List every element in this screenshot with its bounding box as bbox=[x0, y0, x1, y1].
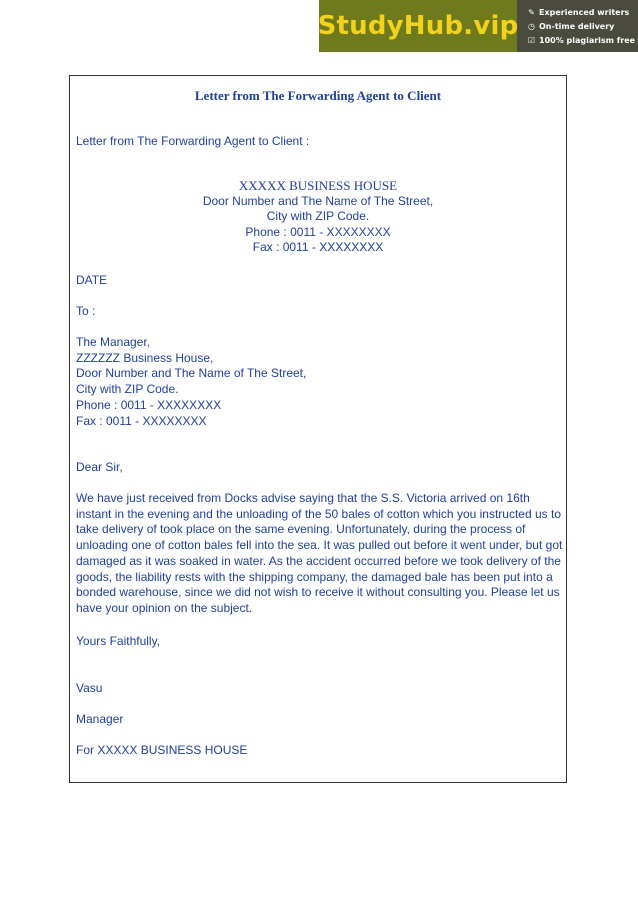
feature-label: Experienced writers bbox=[539, 7, 630, 17]
sender-phone: Phone : 0011 - XXXXXXXX bbox=[245, 224, 391, 239]
feature-item bbox=[527, 34, 638, 47]
signer-name: Vasu bbox=[76, 681, 103, 695]
feature-label: 100% plagiarism free bbox=[539, 35, 636, 45]
recipient-company: ZZZZZZ Business House, bbox=[76, 350, 214, 365]
feature-label: On-time delivery bbox=[539, 21, 615, 31]
sender-address bbox=[69, 178, 567, 256]
clock-icon: ◷ bbox=[528, 21, 535, 31]
sender-fax: Fax : 0011 - XXXXXXXX bbox=[252, 240, 384, 255]
sender-city: City with ZIP Code. bbox=[266, 209, 370, 224]
letter-intro: Letter from The Forwarding Agent to Client : bbox=[76, 134, 310, 148]
closing: Yours Faithfully, bbox=[76, 634, 161, 648]
letter-body: We have just received from Docks advise saying that the S.S. Victoria arrived on 16th instant in the evening and the unloading of the 50 bales of cotton which you instructed us to take delivery of took place on the same evening. Unfortunately, during the process of unloading one of cotton bales fell into the sea. It was pulled out before it went under, but got damaged as it was soaked in water. As the accident occurred before we took delivery of the goods, the liability rests with the shipping company, the damaged bale has been put into a bonded warehouse, since we did not wish to receive it without consulting you. Please let us have your opinion on the subject. bbox=[76, 491, 563, 615]
brand-logo-box bbox=[319, 0, 517, 52]
sender-street: Door Number and The Name of The Street, bbox=[202, 193, 434, 208]
recipient-city: City with ZIP Code. bbox=[76, 382, 179, 397]
sender-company: XXXXX BUSINESS HOUSE bbox=[238, 178, 398, 193]
signer-title: Manager bbox=[76, 712, 124, 726]
signer-company: For XXXXX BUSINESS HOUSE bbox=[76, 743, 248, 757]
pen-icon: ✎ bbox=[528, 7, 535, 17]
salutation: Dear Sir, bbox=[76, 460, 123, 474]
watermark-banner bbox=[319, 0, 638, 52]
brand-logo: StudyHub.vip bbox=[317, 11, 519, 41]
recipient-street: Door Number and The Name of The Street, bbox=[76, 366, 307, 381]
feature-list bbox=[517, 6, 638, 47]
letter-title: Letter from The Forwarding Agent to Client bbox=[194, 88, 442, 103]
recipient-title: The Manager, bbox=[76, 335, 151, 349]
recipient-address bbox=[76, 335, 306, 429]
recipient-phone: Phone : 0011 - XXXXXXXX bbox=[76, 397, 222, 412]
recipient-fax: Fax : 0011 - XXXXXXXX bbox=[76, 413, 207, 428]
check-icon: ☑ bbox=[527, 35, 536, 45]
feature-item bbox=[527, 20, 638, 33]
letter-to: To : bbox=[76, 304, 96, 318]
letter-date: DATE bbox=[76, 273, 108, 287]
feature-item bbox=[527, 6, 638, 19]
